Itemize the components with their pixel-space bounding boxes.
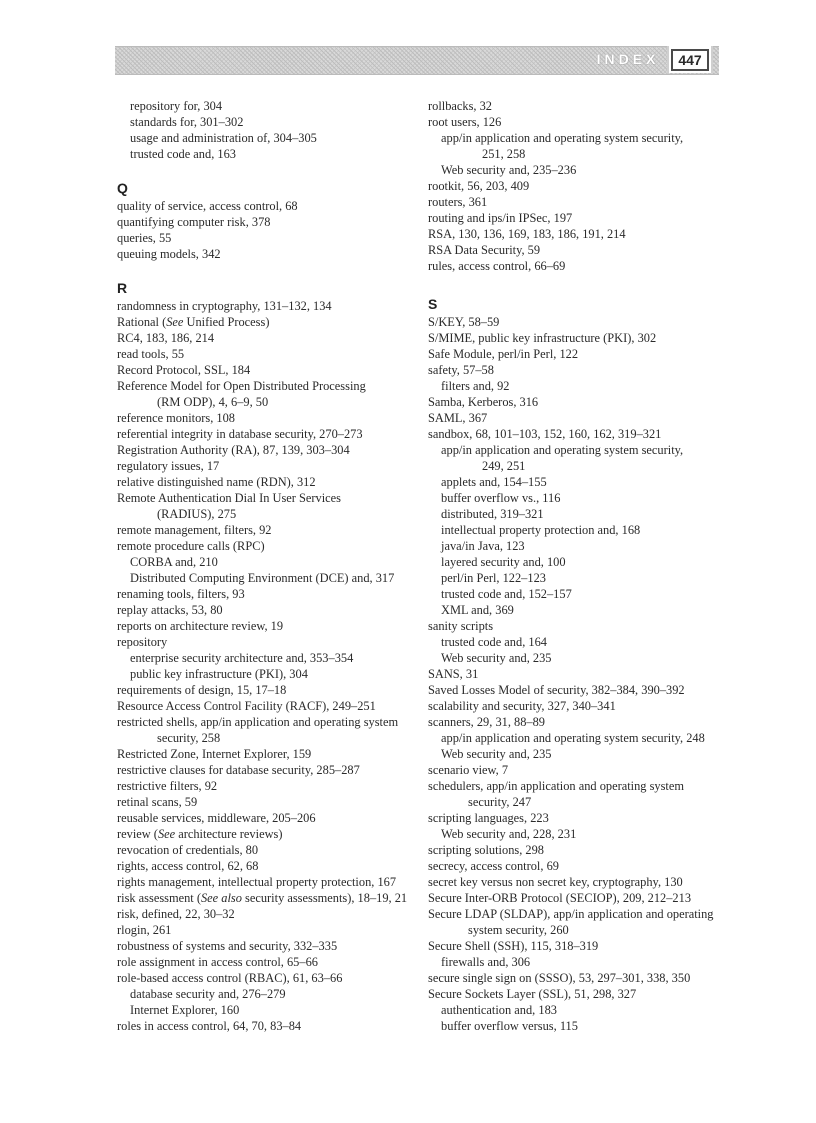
index-entry: restrictive filters, 92: [117, 779, 218, 793]
see-reference: See: [166, 315, 184, 329]
index-column-left: [117, 98, 407, 1034]
index-entry: queuing models, 342: [117, 247, 221, 261]
index-entry-continuation: 251, 258: [482, 147, 526, 161]
index-entry: Safe Module, perl/in Perl, 122: [428, 347, 579, 361]
index-subentry: buffer overflow vs., 116: [441, 491, 561, 505]
index-entry-continuation: security, 247: [468, 795, 532, 809]
index-subentry: Internet Explorer, 160: [130, 1003, 240, 1017]
index-subentry: trusted code and, 152–157: [441, 587, 572, 601]
index-subentry: trusted code and, 164: [441, 635, 547, 649]
index-entry: scenario view, 7: [428, 763, 509, 777]
index-entry: remote procedure calls (RPC): [117, 539, 265, 553]
index-entry: reports on architecture review, 19: [117, 619, 284, 633]
index-entry: revocation of credentials, 80: [117, 843, 259, 857]
index-entry: repository: [117, 635, 168, 649]
see-also-reference: See also: [200, 891, 242, 905]
index-entry: RSA Data Security, 59: [428, 243, 541, 257]
index-subentry: intellectual property protection and, 168: [441, 523, 641, 537]
index-subentry: app/in application and operating system security,: [441, 131, 684, 145]
index-entry: S/MIME, public key infrastructure (PKI), 302: [428, 331, 657, 345]
index-entry: SANS, 31: [428, 667, 479, 681]
index-entry: [117, 890, 407, 906]
index-subentry: app/in application and operating system security, 248: [441, 731, 705, 745]
index-entry-continuation: system security, 260: [468, 923, 569, 937]
running-header-label: INDEX: [596, 51, 660, 67]
index-subentry: Web security and, 228, 231: [441, 827, 577, 841]
index-subentry: buffer overflow versus, 115: [441, 1019, 578, 1033]
index-entry: Secure Shell (SSH), 115, 318–319: [428, 939, 599, 953]
index-entry: Saved Losses Model of security, 382–384, 390–392: [428, 683, 685, 697]
index-subentry: java/in Java, 123: [441, 539, 525, 553]
index-entry: renaming tools, filters, 93: [117, 587, 245, 601]
index-entry: Resource Access Control Facility (RACF), 249–251: [117, 699, 376, 713]
index-entry: requirements of design, 15, 17–18: [117, 683, 287, 697]
entry-text: security assessments), 18–19, 21: [241, 891, 408, 905]
index-subentry: authentication and, 183: [441, 1003, 557, 1017]
index-entry: relative distinguished name (RDN), 312: [117, 475, 316, 489]
index-column-right: [428, 98, 728, 1034]
index-entry: robustness of systems and security, 332–335: [117, 939, 338, 953]
index-entry: Remote Authentication Dial In User Services: [117, 491, 342, 505]
index-subentry: CORBA and, 210: [130, 555, 218, 569]
index-entry-continuation: (RADIUS), 275: [157, 507, 237, 521]
index-entry: restricted shells, app/in application and operating system: [117, 715, 399, 729]
index-subentry: database security and, 276–279: [130, 987, 286, 1001]
entry-text: review (: [117, 827, 158, 841]
index-entry-continuation: (RM ODP), 4, 6–9, 50: [157, 395, 269, 409]
section-letter-r: R: [117, 280, 128, 296]
index-entry: [117, 314, 407, 330]
index-subentry: distributed, 319–321: [441, 507, 544, 521]
index-entry: quality of service, access control, 68: [117, 199, 298, 213]
entry-text: Unified Process): [183, 315, 270, 329]
index-entry: role-based access control (RBAC), 61, 63–66: [117, 971, 343, 985]
index-entry: Secure Inter-ORB Protocol (SECIOP), 209, 212–213: [428, 891, 692, 905]
entry-text: Rational (: [117, 315, 167, 329]
index-entry: retinal scans, 59: [117, 795, 198, 809]
index-subentry: layered security and, 100: [441, 555, 566, 569]
index-entry: Samba, Kerberos, 316: [428, 395, 539, 409]
entry-text: risk assessment (: [117, 891, 201, 905]
index-entry: roles in access control, 64, 70, 83–84: [117, 1019, 302, 1033]
index-entry: schedulers, app/in application and operating system: [428, 779, 685, 793]
index-entry: quantifying computer risk, 378: [117, 215, 271, 229]
page-number: 447: [671, 49, 709, 71]
index-entry: randomness in cryptography, 131–132, 134: [117, 299, 332, 313]
index-entry: safety, 57–58: [428, 363, 494, 377]
index-entry: reusable services, middleware, 205–206: [117, 811, 316, 825]
index-entry-continuation: security, 258: [157, 731, 221, 745]
index-entry: root users, 126: [428, 115, 502, 129]
index-entry: Restricted Zone, Internet Explorer, 159: [117, 747, 312, 761]
index-subentry: firewalls and, 306: [441, 955, 531, 969]
index-entry: Record Protocol, SSL, 184: [117, 363, 251, 377]
index-entry: Registration Authority (RA), 87, 139, 303–304: [117, 443, 350, 457]
index-entry: risk, defined, 22, 30–32: [117, 907, 235, 921]
index-entry: rootkit, 56, 203, 409: [428, 179, 530, 193]
index-entry: scripting languages, 223: [428, 811, 549, 825]
index-subentry: perl/in Perl, 122–123: [441, 571, 546, 585]
index-entry: S/KEY, 58–59: [428, 315, 500, 329]
index-subentry: enterprise security architecture and, 353–354: [130, 651, 354, 665]
index-entry: routing and ips/in IPSec, 197: [428, 211, 573, 225]
index-entry: Secure LDAP (SLDAP), app/in application and operating: [428, 907, 714, 921]
index-entry: sanity scripts: [428, 619, 494, 633]
index-entry: Secure Sockets Layer (SSL), 51, 298, 327: [428, 987, 637, 1001]
index-subentry: Web security and, 235–236: [441, 163, 577, 177]
index-entry: Reference Model for Open Distributed Processing: [117, 379, 366, 393]
index-entry: scalability and security, 327, 340–341: [428, 699, 616, 713]
see-reference: See: [157, 827, 176, 841]
index-subentry: trusted code and, 163: [130, 147, 236, 161]
index-subentry: Web security and, 235: [441, 651, 552, 665]
index-entry: referential integrity in database security, 270–273: [117, 427, 363, 441]
section-letter-q: Q: [117, 180, 128, 196]
index-entry: secrecy, access control, 69: [428, 859, 559, 873]
index-subentry: public key infrastructure (PKI), 304: [130, 667, 308, 681]
index-entry: replay attacks, 53, 80: [117, 603, 223, 617]
index-entry: reference monitors, 108: [117, 411, 236, 425]
index-entry: sandbox, 68, 101–103, 152, 160, 162, 319–321: [428, 427, 662, 441]
index-entry: SAML, 367: [428, 411, 488, 425]
index-entry: read tools, 55: [117, 347, 185, 361]
index-entry: routers, 361: [428, 195, 488, 209]
index-subentry: standards for, 301–302: [130, 115, 244, 129]
index-entry: remote management, filters, 92: [117, 523, 272, 537]
index-subentry: applets and, 154–155: [441, 475, 547, 489]
index-entry: queries, 55: [117, 231, 172, 245]
index-subentry: repository for, 304: [130, 99, 223, 113]
index-subentry: Web security and, 235: [441, 747, 552, 761]
index-entry: regulatory issues, 17: [117, 459, 220, 473]
index-entry-continuation: 249, 251: [482, 459, 526, 473]
entry-text: architecture reviews): [175, 827, 283, 841]
index-subentry: filters and, 92: [441, 379, 510, 393]
index-subentry: usage and administration of, 304–305: [130, 131, 317, 145]
index-entry: restrictive clauses for database security, 285–287: [117, 763, 360, 777]
section-letter-s: S: [428, 296, 438, 312]
index-entry: secure single sign on (SSSO), 53, 297–301, 338, 350: [428, 971, 691, 985]
index-entry: rights management, intellectual property protection, 167: [117, 875, 397, 889]
index-entry: scanners, 29, 31, 88–89: [428, 715, 546, 729]
index-entry: rules, access control, 66–69: [428, 259, 566, 273]
index-entry: rights, access control, 62, 68: [117, 859, 259, 873]
index-entry: secret key versus non secret key, cryptography, 130: [428, 875, 683, 889]
index-entry: rlogin, 261: [117, 923, 172, 937]
index-entry: [117, 826, 407, 842]
index-entry: RSA, 130, 136, 169, 183, 186, 191, 214: [428, 227, 626, 241]
index-entry: RC4, 183, 186, 214: [117, 331, 215, 345]
index-subentry: app/in application and operating system security,: [441, 443, 684, 457]
index-subentry: XML and, 369: [441, 603, 514, 617]
index-entry: role assignment in access control, 65–66: [117, 955, 318, 969]
index-entry: rollbacks, 32: [428, 99, 493, 113]
index-subentry: Distributed Computing Environment (DCE) and, 317: [130, 571, 395, 585]
index-entry: scripting solutions, 298: [428, 843, 544, 857]
